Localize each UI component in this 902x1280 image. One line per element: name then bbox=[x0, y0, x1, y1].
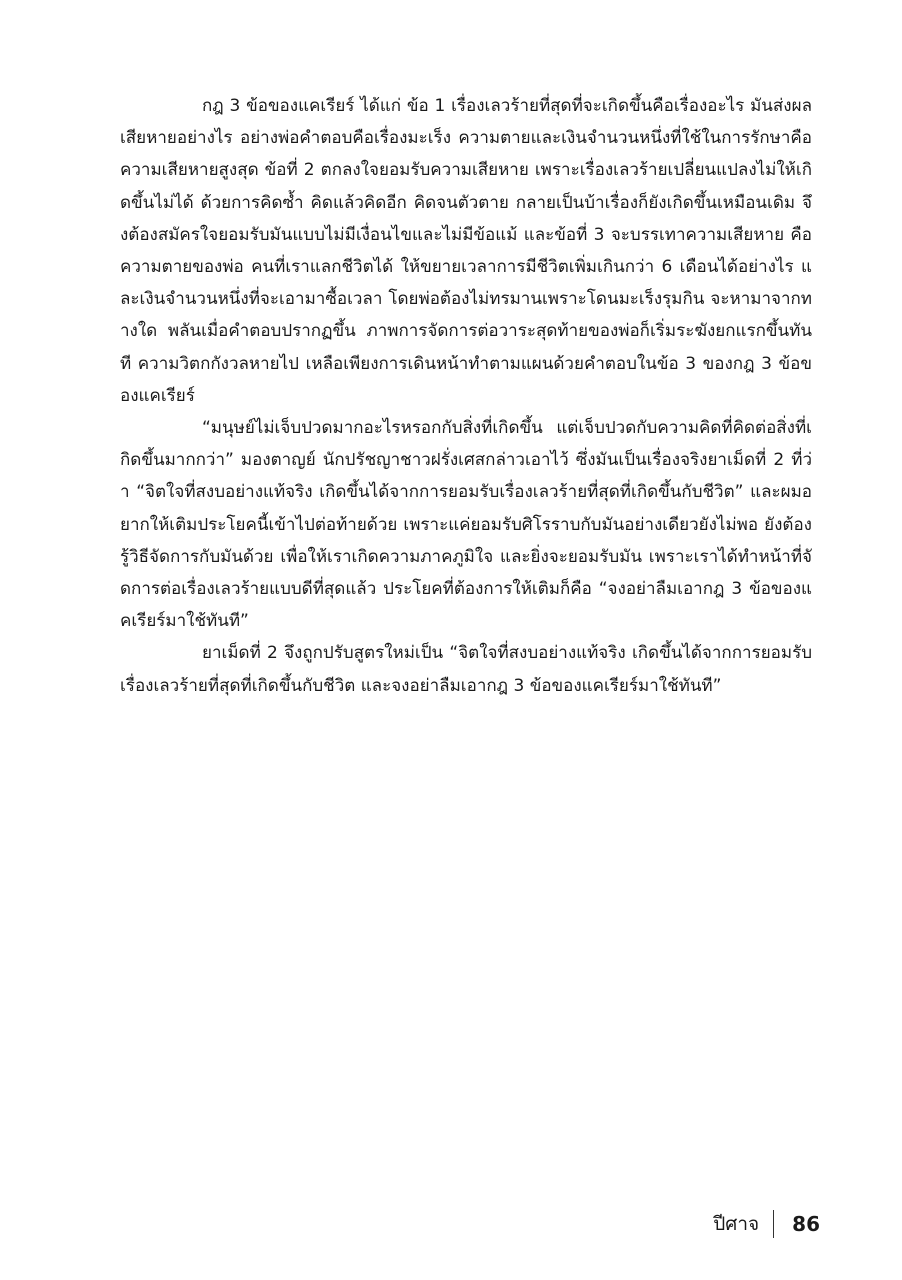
body-paragraph-3: ยาเม็ดที่ 2 จึงถูกปรับสูตรใหม่เป็น “จิตใจที่สงบอย่างแท้จริง เกิดขึ้นได้จากการยอมรับเรื่องเลวร้ายที่สุดที่เกิดขึ้นกับชีวิต และจงอย่าลืมเอากฎ 3 ข้อของแคเรียร์มาใช้ทันที” bbox=[120, 643, 812, 696]
page-body bbox=[120, 90, 812, 702]
footer-divider bbox=[773, 1210, 774, 1238]
page-footer bbox=[713, 1208, 820, 1240]
body-paragraph-1: กฎ 3 ข้อของแคเรียร์ ได้แก่ ข้อ 1 เรื่องเลวร้ายที่สุดที่จะเกิดขึ้นคือเรื่องอะไร มันส่งผลเสียหายอย่างไร อย่างพ่อคำตอบคือเรื่องมะเร็ง ความตายและเงินจำนวนหนึ่งที่ใช้ในการรักษาคือความเสียหายสูงสุด ข้อที่ 2 ตกลงใจยอมรับความเสียหาย เพราะเรื่องเลวร้ายเปลี่ยนแปลงไม่ให้เกิดขึ้นไม่ได้ ด้วยการคิดซ้ำ คิดแล้วคิดอีก คิดจนตัวตาย กลายเป็นบ้าเรื่องก็ยังเกิดขึ้นเหมือนเดิม จึงต้องสมัครใจยอมรับมันแบบไม่มีเงื่อนไขและไม่มีข้อแม้ และข้อที่ 3 จะบรรเทาความเสียหาย คือความตายของพ่อ คนที่เราแลกชีวิตได้ ให้ขยายเวลาการมีชีวิตเพิ่มเกินกว่า 6 เดือนได้อย่างไร และเงินจำนวนหนึ่งที่จะเอามาซื้อเวลา โดยพ่อต้องไม่ทรมานเพราะโดนมะเร็งรุมกิน จะหามาจากทางใด พลันเมื่อคำตอบปรากฏขึ้น ภาพการจัดการต่อวาระสุดท้ายของพ่อก็เริ่มระฆังยกแรกขึ้นทันที ความวิตกกังวลหายไป เหลือเพียงการเดินหน้าทำตามแผนด้วยคำตอบในข้อ 3 ของกฎ 3 ข้อของแคเรียร์ bbox=[120, 96, 812, 406]
page-number: 86 bbox=[792, 1212, 820, 1236]
body-paragraph-2: “มนุษย์ไม่เจ็บปวดมากอะไรหรอกกับสิ่งที่เกิดขึ้น แต่เจ็บปวดกับความคิดที่คิดต่อสิ่งที่เกิดขึ้นมากกว่า” มองตาญย์ นักปรัชญาชาวฝรั่งเศสกล่าวเอาไว้ ซึ่งมันเป็นเรื่องจริงยาเม็ดที่ 2 ที่ว่า “จิตใจที่สงบอย่างแท้จริง เกิดขึ้นได้จากการยอมรับเรื่องเลวร้ายที่สุดที่เกิดขึ้นกับชีวิต” และผมอยากให้เติมประโยคนี้เข้าไปต่อท้ายด้วย เพราะแค่ยอมรับศิโรราบกับมันอย่างเดียวยังไม่พอ ยังต้องรู้วิธีจัดการกับมันด้วย เพื่อให้เราเกิดความภาคภูมิใจ และยิ่งจะยอมรับมัน เพราะเราได้ทำหน้าที่จัดการต่อเรื่องเลวร้ายแบบดีที่สุดแล้ว ประโยคที่ต้องการให้เติมก็คือ “จงอย่าลืมเอากฎ 3 ข้อของแคเรียร์มาใช้ทันที” bbox=[120, 418, 812, 632]
footer-book-title: ปีศาจ bbox=[713, 1213, 760, 1235]
